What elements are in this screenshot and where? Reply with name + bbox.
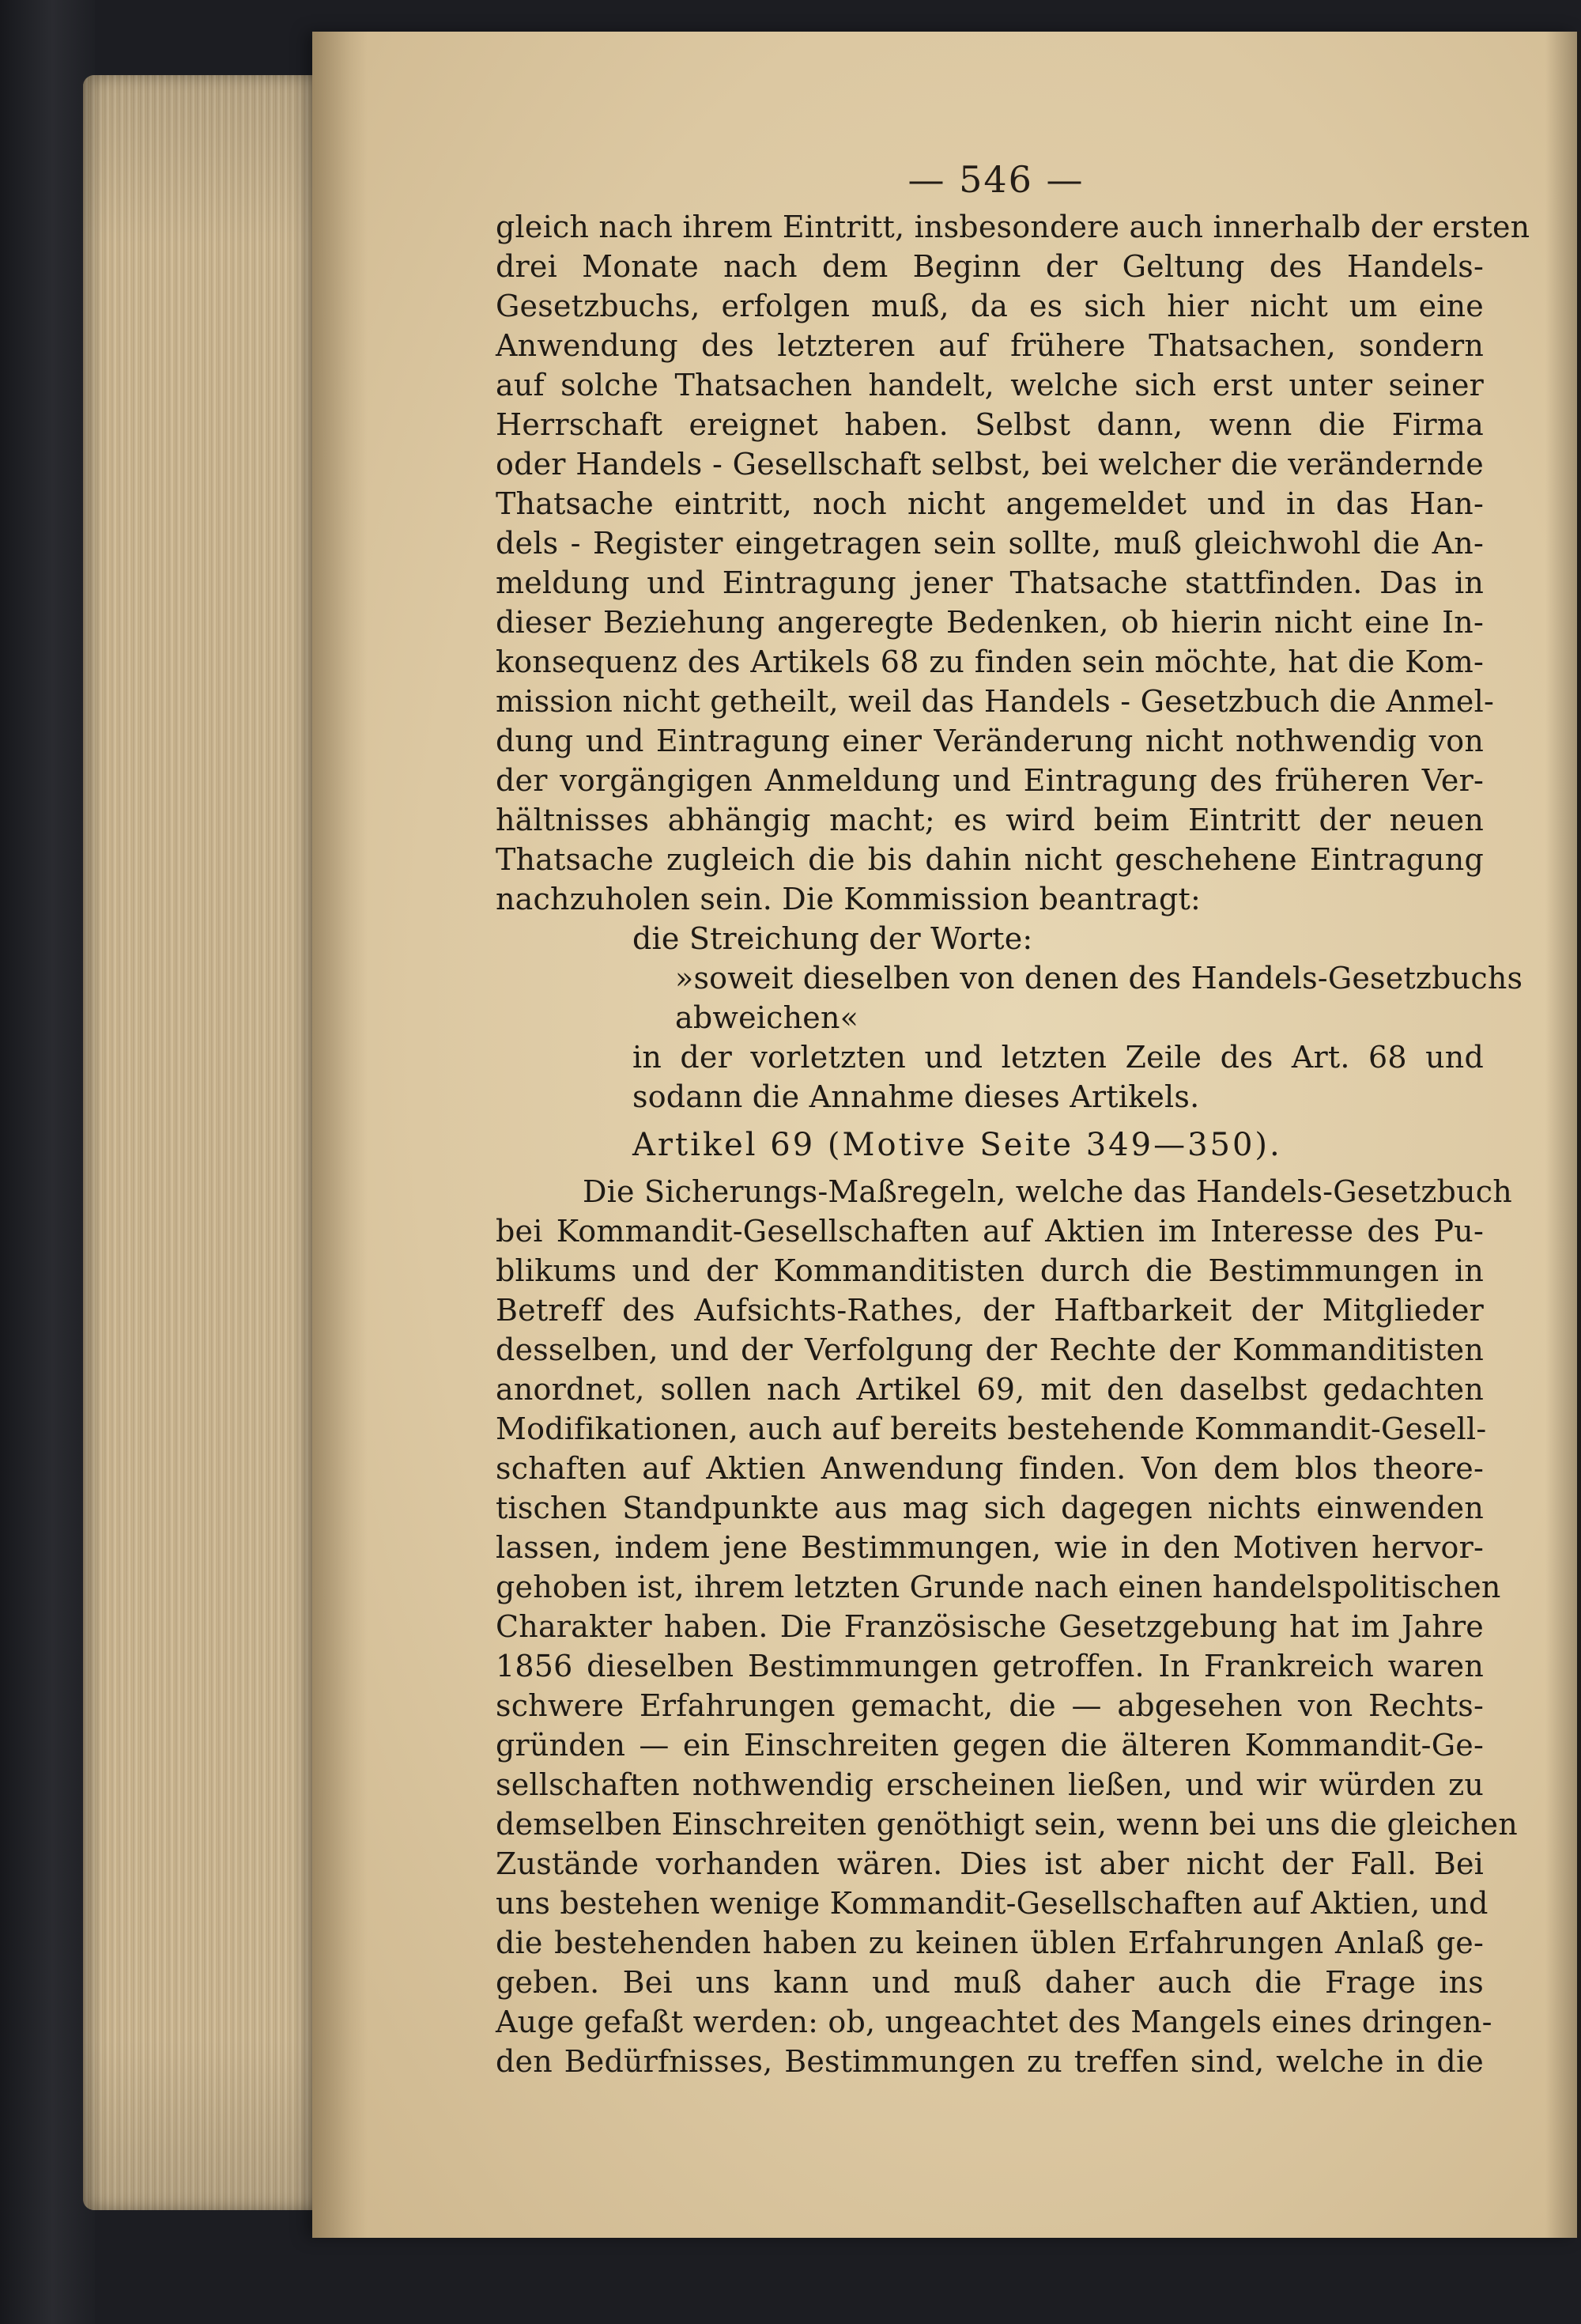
paragraph-2: [496, 1172, 1518, 2081]
page-number: — 546 —: [907, 158, 1085, 201]
text-line: Modifikationen, auch auf bereits bestehende Kommandit-Gesell-: [496, 1411, 1487, 1446]
motion-line: sodann die Annahme dieses Artikels.: [632, 1079, 1200, 1114]
text-line: geben. Bei uns kann und muß daher auch die Frage ins: [496, 1965, 1484, 2000]
text-line: Anwendung des letzteren auf frühere Thatsachen, sondern: [496, 328, 1484, 363]
text-line: Thatsache zugleich die bis dahin nicht geschehene Eintragung: [496, 842, 1484, 877]
text-line: anordnet, sollen nach Artikel 69, mit den daselbst gedachten: [496, 1372, 1484, 1407]
text-line: Die Sicherungs-Maßregeln, welche das Handels-Gesetzbuch: [583, 1174, 1512, 1209]
text-line: desselben, und der Verfolgung der Rechte der Kommanditisten: [496, 1332, 1484, 1367]
text-line: 1856 dieselben Bestimmungen getroffen. In Frankreich waren: [496, 1649, 1484, 1683]
quote-line: »soweit dieselben von denen des Handels-Gesetzbuchs: [675, 961, 1523, 996]
text-line: dels - Register eingetragen sein sollte, muß gleichwohl die An-: [496, 526, 1484, 561]
text-line: drei Monate nach dem Beginn der Geltung des Handels-: [496, 249, 1484, 284]
text-line: mission nicht getheilt, weil das Handels - Gesetzbuch die Anmel-: [496, 684, 1495, 719]
text-line: Gesetzbuchs, erfolgen muß, da es sich hier nicht um eine: [496, 289, 1484, 323]
text-line: blikums und der Kommanditisten durch die Bestimmungen in: [496, 1253, 1484, 1288]
text-line: Zustände vorhanden wären. Dies ist aber nicht der Fall. Bei: [496, 1846, 1484, 1881]
text-line: Charakter haben. Die Französische Gesetzgebung hat im Jahre: [496, 1609, 1484, 1644]
text-line: die bestehenden haben zu keinen üblen Erfahrungen Anlaß ge-: [496, 1925, 1484, 1960]
motion-line: in der vorletzten und letzten Zeile des Art. 68 und: [632, 1040, 1484, 1075]
text-line: den Bedürfnisses, Bestimmungen zu treffen sind, welche in die: [496, 2044, 1484, 2079]
paragraph-1: [496, 207, 1530, 919]
text-line: auf solche Thatsachen handelt, welche sich erst unter seiner: [496, 368, 1484, 402]
text-line: schwere Erfahrungen gemacht, die — abgesehen von Rechts-: [496, 1688, 1484, 1723]
text-line: konsequenz des Artikels 68 zu finden sein möchte, hat die Kom-: [496, 644, 1484, 679]
page-edge-shadow: [1545, 32, 1581, 2238]
page-edges: [83, 75, 320, 2210]
text-line: Thatsache eintritt, noch nicht angemeldet und in das Han-: [496, 486, 1484, 521]
text-line: sellschaften nothwendig erscheinen ließen, und wir würden zu: [496, 1767, 1484, 1802]
text-block: [496, 207, 1530, 2081]
article-heading: Artikel 69 (Motive Seite 349—350).: [632, 1127, 1282, 1163]
text-line: lassen, indem jene Bestimmungen, wie in den Motiven hervor-: [496, 1530, 1484, 1565]
quote-line: abweichen«: [675, 1000, 859, 1035]
text-line: bei Kommandit-Gesellschaften auf Aktien im Interesse des Pu-: [496, 1214, 1484, 1249]
text-line: nachzuholen sein. Die Kommission beantragt:: [496, 882, 1201, 916]
text-line: schaften auf Aktien Anwendung finden. Von dem blos theore-: [496, 1451, 1484, 1486]
text-line: Auge gefaßt werden: ob, ungeachtet des Mangels eines dringen-: [496, 2005, 1492, 2039]
text-line: demselben Einschreiten genöthigt sein, wenn bei uns die gleichen: [496, 1807, 1518, 1842]
text-line: meldung und Eintragung jener Thatsache stattfinden. Das in: [496, 565, 1484, 600]
page-gutter-shadow: [312, 32, 368, 2238]
text-line: Herrschaft ereignet haben. Selbst dann, wenn die Firma: [496, 407, 1484, 442]
text-line: der vorgängigen Anmeldung und Eintragung des früheren Ver-: [496, 763, 1484, 798]
text-line: gehoben ist, ihrem letzten Grunde nach einen handelspolitischen: [496, 1570, 1501, 1604]
text-line: tischen Standpunkte aus mag sich dagegen nichts einwenden: [496, 1491, 1484, 1525]
motion-line: die Streichung der Worte:: [632, 921, 1033, 956]
text-line: hältnisses abhängig macht; es wird beim Eintritt der neuen: [496, 803, 1484, 837]
book-cover: [0, 0, 95, 2324]
text-line: dieser Beziehung angeregte Bedenken, ob hierin nicht eine In-: [496, 605, 1484, 640]
text-line: Betreff des Aufsichts-Rathes, der Haftbarkeit der Mitglieder: [496, 1293, 1484, 1328]
text-line: gründen — ein Einschreiten gegen die älteren Kommandit-Ge-: [496, 1728, 1484, 1763]
text-line: dung und Eintragung einer Veränderung nicht nothwendig von: [496, 724, 1484, 758]
text-line: gleich nach ihrem Eintritt, insbesondere auch innerhalb der ersten: [496, 210, 1530, 244]
text-line: oder Handels - Gesellschaft selbst, bei welcher die verändernde: [496, 447, 1484, 482]
text-line: uns bestehen wenige Kommandit-Gesellschaften auf Aktien, und: [496, 1886, 1489, 1921]
